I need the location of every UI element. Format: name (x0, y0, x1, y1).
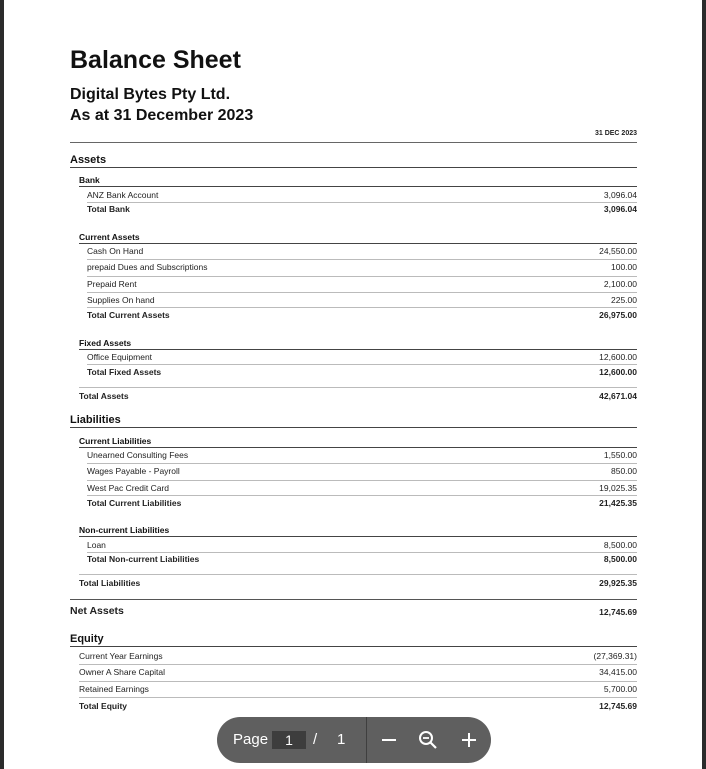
column-header: 31 DEC 2023 (594, 130, 637, 137)
group-current-liabilities: Current Liabilities (79, 436, 637, 448)
line-item (79, 651, 637, 665)
line-item (87, 450, 637, 464)
document-title: Balance Sheet (70, 46, 241, 74)
total-label: Total Current Assets (87, 310, 170, 320)
row-divider (87, 552, 637, 553)
total-label: Total Current Liabilities (87, 498, 182, 508)
line-item-label: Supplies On hand (87, 295, 155, 305)
line-item-value: 5,700.00 (603, 684, 637, 694)
line-item-value: 12,600.00 (599, 352, 637, 362)
plus-icon (457, 728, 481, 752)
zoom-fit-button[interactable] (416, 728, 440, 752)
group-fixed-assets: Fixed Assets (79, 338, 637, 350)
section-assets: Assets (70, 154, 637, 168)
line-item-label: ANZ Bank Account (87, 190, 159, 200)
line-item-value: 24,550.00 (599, 246, 637, 256)
pdf-toolbar (217, 717, 491, 763)
line-item-label: Loan (87, 540, 106, 550)
total-value: 29,925.35 (599, 578, 637, 588)
line-item-label: Cash On Hand (87, 246, 144, 256)
row-divider (87, 276, 637, 277)
section-equity: Equity (70, 633, 637, 647)
group-non-current-liabilities: Non-current Liabilities (79, 525, 637, 537)
row-divider (87, 364, 637, 365)
group-bank: Bank (79, 175, 637, 187)
line-item-label: Owner A Share Capital (79, 667, 165, 677)
net-assets-rule (70, 599, 637, 600)
page-total: 1 (337, 731, 346, 748)
line-item (87, 466, 637, 480)
total-liabilities-row (79, 578, 637, 592)
zoom-in-button[interactable] (457, 728, 481, 752)
total-row (87, 498, 637, 512)
row-divider (87, 202, 637, 203)
page-separator: / (313, 731, 318, 748)
line-item-value: 34,415.00 (599, 667, 637, 677)
page-number-input[interactable] (272, 731, 306, 749)
total-value: 12,600.00 (599, 367, 637, 377)
magnifier-minus-icon (416, 728, 440, 752)
line-item-value: 225.00 (611, 295, 637, 305)
total-label: Total Fixed Assets (87, 367, 162, 377)
line-item-label: prepaid Dues and Subscriptions (87, 262, 208, 272)
total-row (87, 310, 637, 324)
row-divider (79, 697, 637, 698)
page-label: Page (233, 731, 269, 748)
row-divider (87, 259, 637, 260)
line-item-value: 19,025.35 (599, 483, 637, 493)
row-divider (87, 480, 637, 481)
total-value: 12,745.69 (599, 701, 637, 711)
net-assets-value: 12,745.69 (599, 607, 637, 617)
line-item-value: (27,369.31) (593, 651, 637, 661)
header-rule (70, 142, 637, 143)
line-item-value: 2,100.00 (603, 279, 637, 289)
line-item (87, 279, 637, 293)
total-label: Total Equity (79, 701, 128, 711)
row-divider (79, 664, 637, 665)
line-item-label: Prepaid Rent (87, 279, 137, 289)
row-divider (87, 495, 637, 496)
total-row (87, 367, 637, 381)
total-value: 26,975.00 (599, 310, 637, 320)
total-value: 3,096.04 (603, 204, 637, 214)
minus-icon (377, 728, 401, 752)
line-item-value: 100.00 (611, 262, 637, 272)
net-assets-label: Net Assets (70, 605, 124, 617)
line-item-label: Retained Earnings (79, 684, 149, 694)
total-label: Total Assets (79, 391, 129, 401)
total-assets-row (79, 391, 637, 405)
group-current-assets: Current Assets (79, 232, 637, 244)
total-label: Total Bank (87, 204, 130, 214)
line-item (79, 667, 637, 681)
row-divider (79, 387, 637, 388)
total-value: 21,425.35 (599, 498, 637, 508)
total-value: 8,500.00 (603, 554, 637, 564)
total-value: 42,671.04 (599, 391, 637, 401)
row-divider (79, 574, 637, 575)
line-item-value: 3,096.04 (603, 190, 637, 200)
total-label: Total Non-current Liabilities (87, 554, 200, 564)
zoom-out-button[interactable] (377, 728, 401, 752)
line-item-label: Current Year Earnings (79, 651, 163, 661)
pdf-page (4, 0, 702, 769)
line-item-label: Wages Payable - Payroll (87, 466, 180, 476)
line-item (87, 262, 637, 276)
row-divider (87, 463, 637, 464)
line-item-label: Unearned Consulting Fees (87, 450, 189, 460)
row-divider (79, 681, 637, 682)
line-item (79, 684, 637, 698)
line-item-label: West Pac Credit Card (87, 483, 170, 493)
company-name: Digital Bytes Pty Ltd. (70, 86, 231, 103)
line-item (87, 246, 637, 260)
line-item-value: 850.00 (611, 466, 637, 476)
toolbar-divider (366, 717, 367, 763)
report-date: As at 31 December 2023 (70, 107, 254, 124)
total-equity-row (79, 701, 637, 715)
row-divider (87, 307, 637, 308)
row-divider (87, 292, 637, 293)
section-liabilities: Liabilities (70, 414, 637, 428)
total-row (87, 204, 637, 218)
line-item-value: 8,500.00 (603, 540, 637, 550)
net-assets-row (70, 605, 637, 619)
total-label: Total Liabilities (79, 578, 141, 588)
line-item-label: Office Equipment (87, 352, 153, 362)
total-row (87, 554, 637, 568)
line-item-value: 1,550.00 (603, 450, 637, 460)
